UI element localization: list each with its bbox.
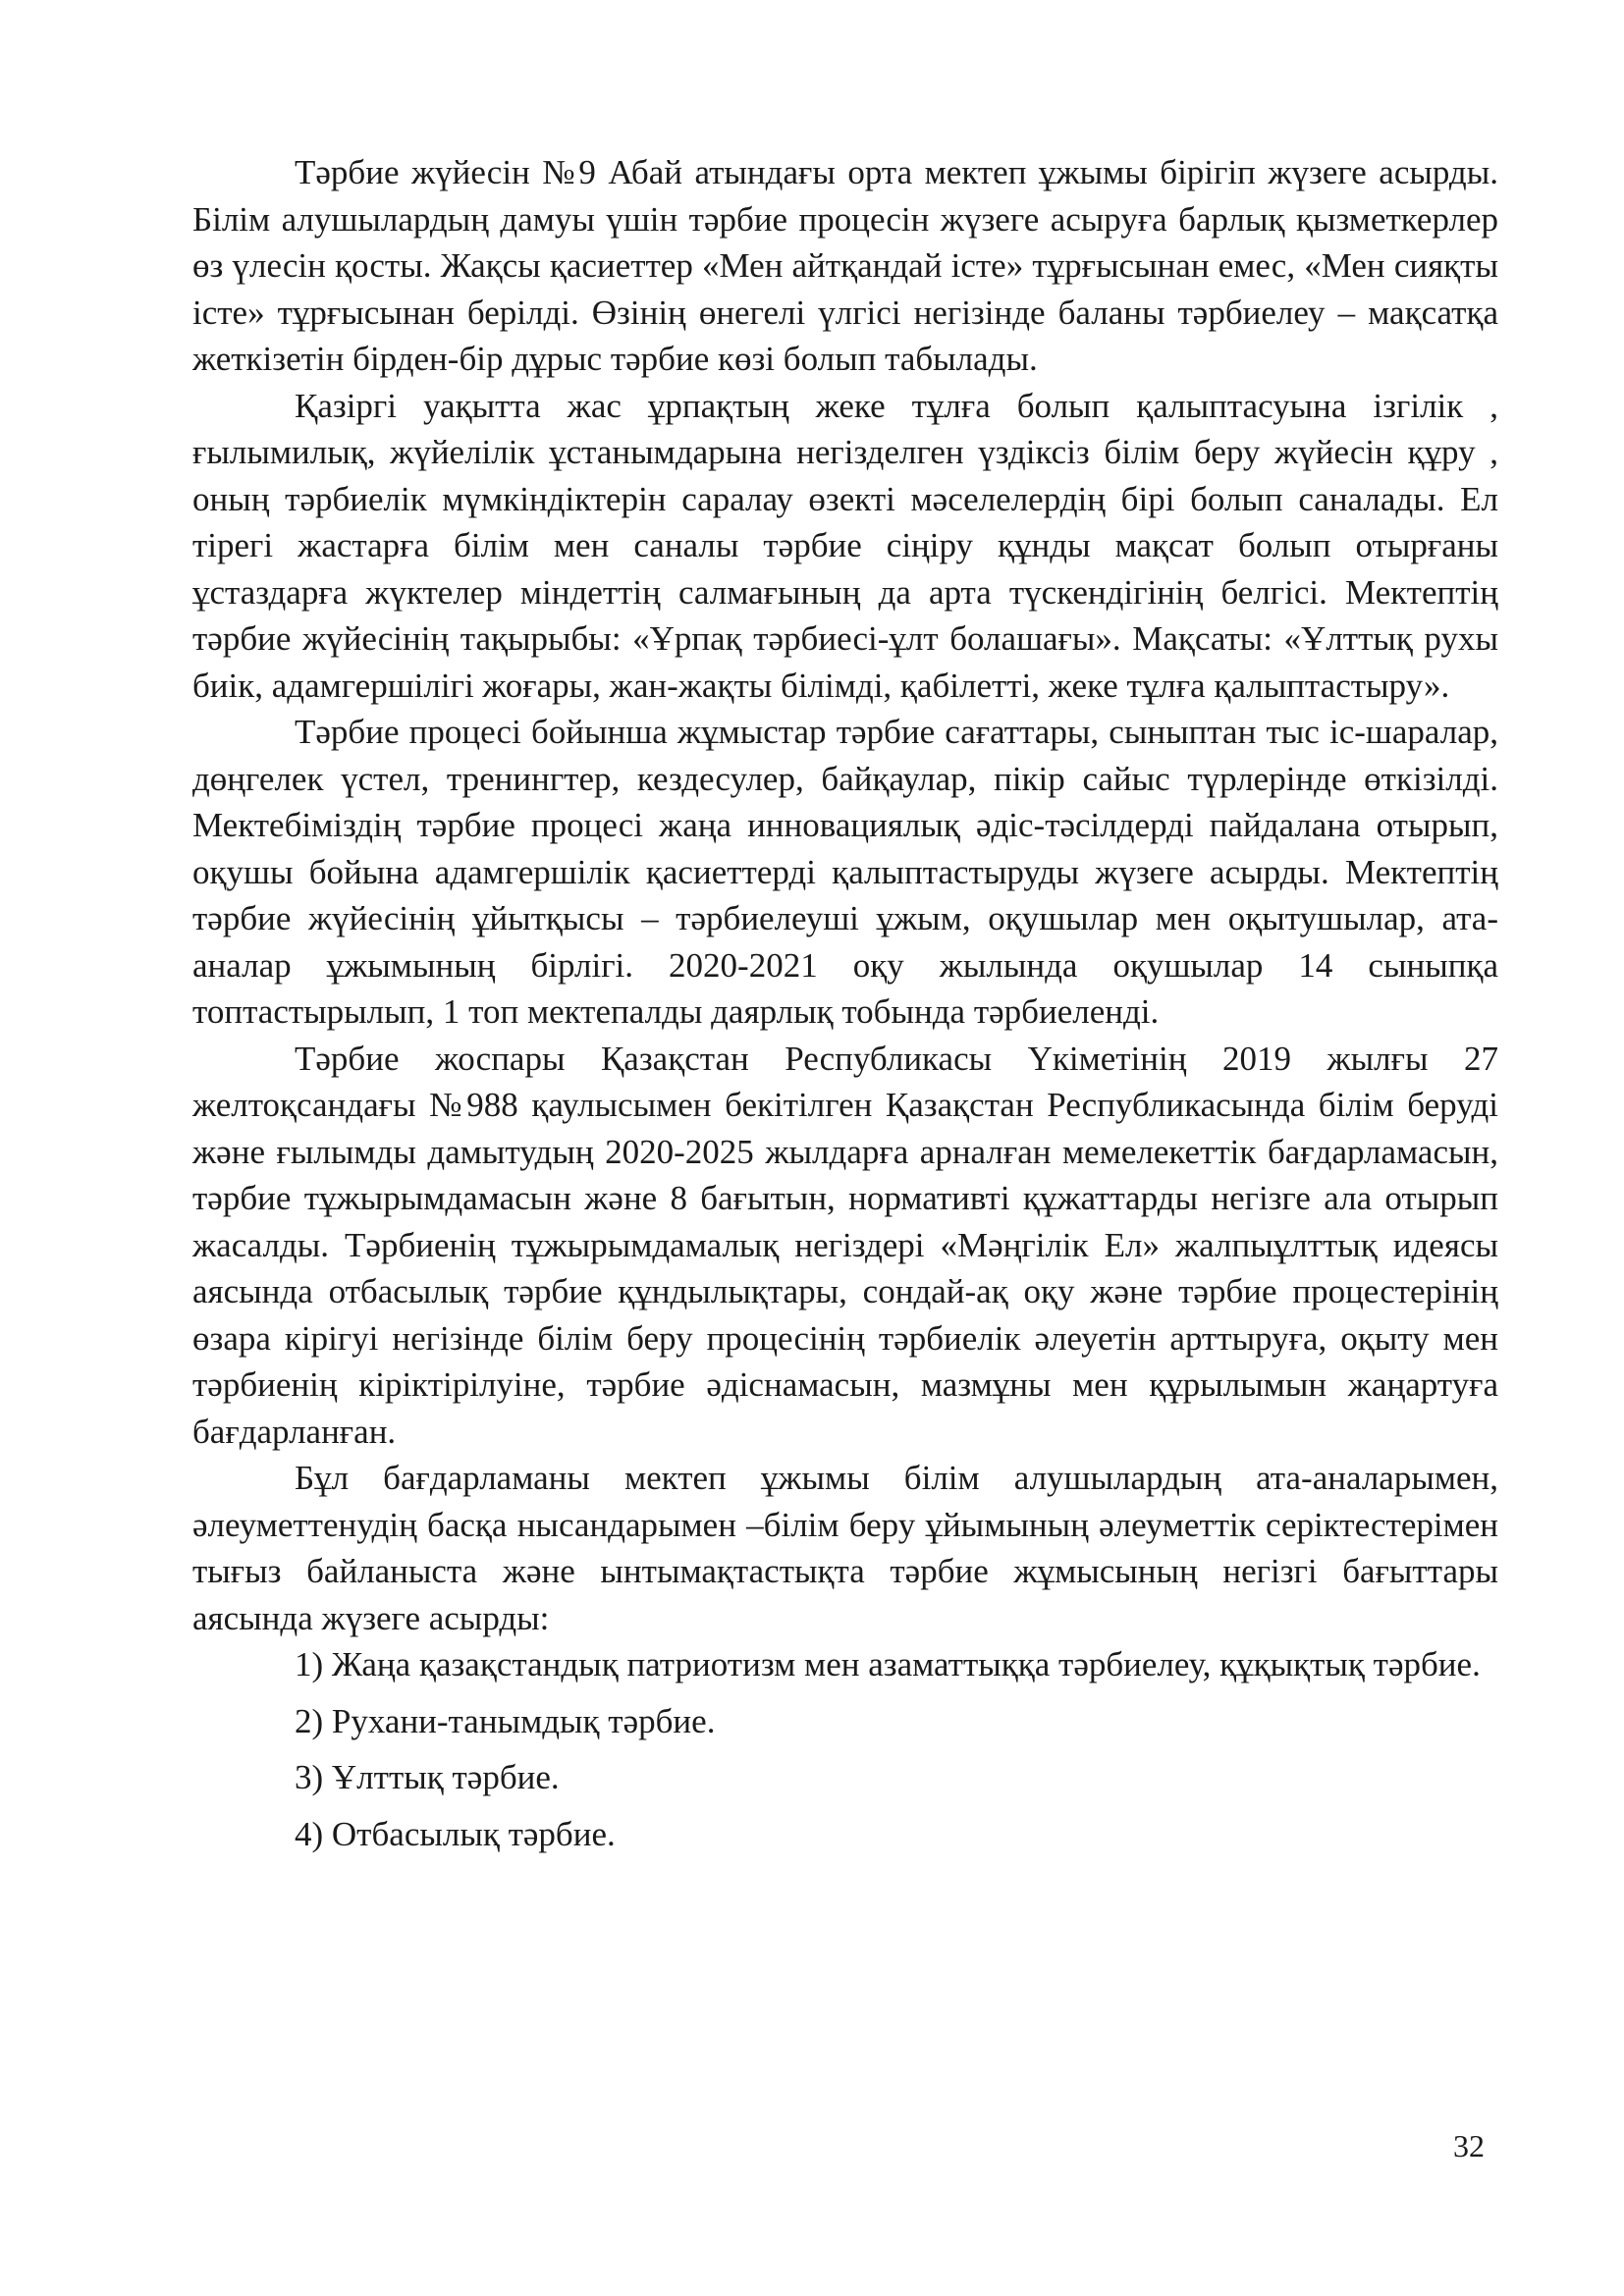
page-number: 32 xyxy=(1453,2128,1485,2163)
list-item: 3) Ұлттық тәрбие. xyxy=(295,1758,560,1796)
paragraph: Бұл бағдарламаны мектеп ұжымы білім алушылардың ата-аналарымен, әлеуметтенудің басқа нысандарымен –білім беру ұйымының әлеуметтік серіктестерімен тығыз байланыста және ынтымақтастықта тәрбие жұмысының негізгі бағыттары аясында жүзеге асырды: xyxy=(192,1459,1498,1637)
list-item: 2) Рухани-танымдық тәрбие. xyxy=(295,1701,716,1740)
paragraph: Тәрбие жүйесін №9 Абай атындағы орта мектеп ұжымы бірігіп жүзеге асырды. Білім алушылардың дамуы үшін тәрбие процесін жүзеге асыруға барлық қызметкерлер өз үлесін қосты. Жақсы қасиеттер «Мен айтқандай істе» тұрғысынан емес, «Мен сияқты істе» тұрғысынан берілді. Өзінің өнегелі үлгісі негізінде баланы тәрбиелеу – мақсатқа жеткізетін бірден-бір дұрыс тәрбие көзі болып табылады. xyxy=(192,153,1498,378)
paragraph: Қазіргі уақытта жас ұрпақтың жеке тұлға болып қалыптасуына ізгілік , ғылымилық, жүйелілік ұстанымдарына негізделген үздіксіз білім беру жүйесін құру , оның тәрбиелік мүмкіндіктерін саралау өзекті мәселелердің бірі болып саналады. Ел тірегі жастарға білім мен саналы тәрбие сіңіру құнды мақсат болып отырғаны ұстаздарға жүктелер міндеттің салмағының да арта түскендігінің белгісі. Мектептің тәрбие жүйесінің тақырыбы: «Ұрпақ тәрбиесі-ұлт болашағы». Мақсаты: «Ұлттық рухы биік, адамгершілігі жоғары, жан-жақты білімді, қабілетті, жеке тұлға қалыптастыру». xyxy=(192,386,1498,705)
list-item: 4) Отбасылық тәрбие. xyxy=(295,1814,616,1853)
document-body xyxy=(192,149,1498,1857)
list-item: 1) Жаңа қазақстандық патриотизм мен азаматтыққа тәрбиелеу, құқықтық тәрбие. xyxy=(295,1645,1481,1683)
paragraph: Тәрбие жоспары Қазақстан Республикасы Үкіметінің 2019 жылғы 27 желтоқсандағы №988 қаулысымен бекітілген Қазақстан Республикасында білім беруді және ғылымды дамытудың 2020-2025 жылдарға арналған мемелекеттік бағдарламасын, тәрбие тұжырымдамасын және 8 бағытын, нормативті құжаттарды негізге ала отырып жасалды. Тәрбиенің тұжырымдамалық негіздері «Мәңгілік Ел» жалпыұлттық идеясы аясында отбасылық тәрбие құндылықтары, сондай-ақ оқу және тәрбие процестерінің өзара кірігуі негізінде білім беру процесінің тәрбиелік әлеуетін арттыруға, оқыту мен тәрбиенің кіріктірілуіне, тәрбие әдіснамасын, мазмұны мен құрылымын жаңартуға бағдарланған. xyxy=(192,1039,1498,1451)
paragraph: Тәрбие процесі бойынша жұмыстар тәрбие сағаттары, сыныптан тыс іс-шаралар, дөңгелек үстел, тренингтер, кездесулер, байқаулар, пікір сайыс түрлерінде өткізілді. Мектебіміздің тәрбие процесі жаңа инновациялық әдіс-тәсілдерді пайдалана отырып, оқушы бойына адамгершілік қасиеттерді қалыптастыруды жүзеге асырды. Мектептің тәрбие жүйесінің ұйытқысы – тәрбиелеуші ұжым, оқушылар мен оқытушылар, ата-аналар ұжымының бірлігі. 2020-2021 оқу жылында оқушылар 14 сыныпқа топтастырылып, 1 топ мектепалды даярлық тобында тәрбиеленді. xyxy=(192,713,1498,1031)
